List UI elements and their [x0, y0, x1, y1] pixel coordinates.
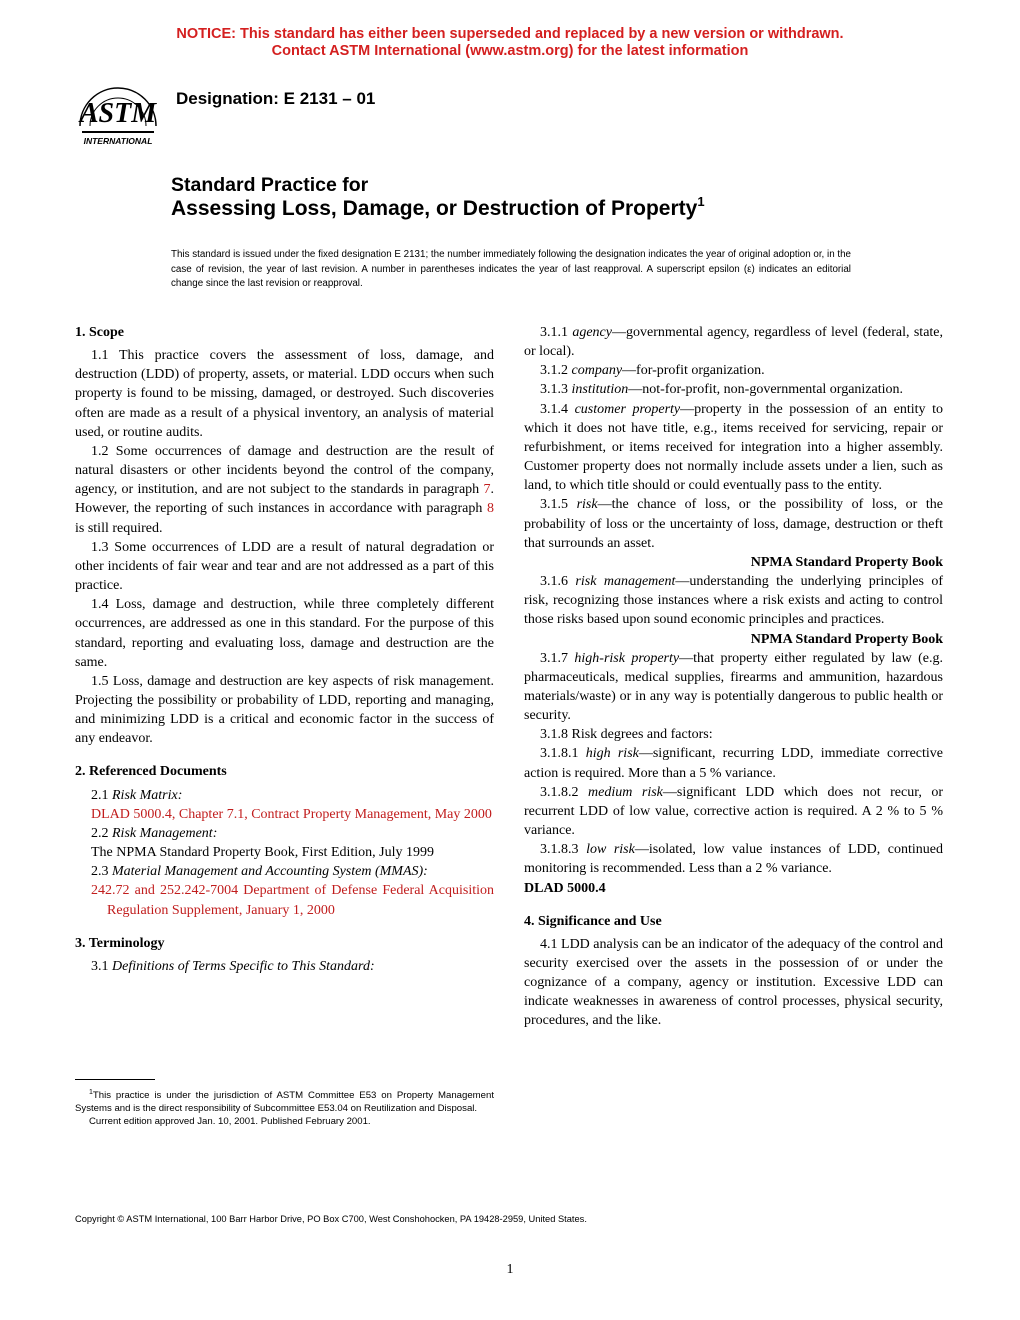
term-3-1-8: 3.1.8 Risk degrees and factors: [540, 727, 713, 743]
footnote-mark: 1 [89, 1089, 93, 1096]
footnote-rule [75, 1079, 155, 1080]
issued-note: This standard is issued under the fixed designation E 2131; the number immediately following the designation indicates the year of original adoption or, in the case of revision, the year of last revision. A number in parentheses indicates the year of last reapproval. A superscript epsilon (ε) indicates an editorial change since the last revision or reapproval. [171, 249, 851, 289]
title-line-1: Standard Practice for [171, 174, 369, 196]
npma-reference: The NPMA Standard Property Book, First Edition, July 1999 [91, 845, 434, 861]
ref-2-3: 2.3 Material Management and Accounting System (MMAS): [91, 864, 428, 880]
notice-line-2: Contact ASTM International (www.astm.org) for the latest information [271, 43, 749, 59]
term-3-1: 3.1 Definitions of Terms Specific to This Standard: [91, 958, 375, 974]
refdocs-heading: 2. Referenced Documents [75, 764, 227, 780]
title-text: Assessing Loss, Damage, or Destruction of Property [171, 197, 698, 220]
footnote-1: $^1$This practice is under the jurisdiction of ASTM Committee E53 on Property Management Systems and is the direct responsibility of Subcommittee E53.04 on Reutilization and Disposal. [75, 1089, 494, 1115]
astm-logo [76, 76, 160, 148]
term-3-1-7: 3.1.7 high-risk property—that property either regulated by law (e.g. pharmaceuticals, medical supplies, firearms and ammunition, hazardous materials/waste) or in any way is potentially dangerous to public health or security. [524, 650, 944, 724]
copyright-line: Copyright © ASTM International, 100 Barr Harbor Drive, PO Box C700, West Conshohocken, PA 19428-2959, United States. [75, 1214, 587, 1224]
scope-1-4: 1.4 Loss, damage and destruction, while three completely different occurrences, are addressed as one in this standard. For the purpose of this standard, reporting and evaluating loss, damage and destruction are the same. [75, 597, 494, 670]
terminology-heading: 3. Terminology [75, 935, 165, 951]
term-3-1-8-3: 3.1.8.3 low risk—isolated, low value instances of LDD, continued monitoring is recommended. Less than a 2 % variance. [524, 842, 944, 877]
title-footnote-mark[interactable]: 1 [697, 194, 705, 209]
right-column [524, 323, 943, 1031]
page-number: 1 [506, 1262, 514, 1277]
term-3-1-6: 3.1.6 risk management—understanding the underlying principles of risk, recognizing those instances where a risk exists and acting to control those risks based upon sound economic principles and practices. [524, 574, 944, 628]
term-3-1-8-1: 3.1.8.1 high risk—significant, recurring LDD, immediate corrective action is required. More than a 5 % variance. [524, 746, 943, 781]
left-column [75, 323, 494, 976]
source-dlad: DLAD 5000.4 [524, 880, 606, 896]
significance-4-1: 4.1 LDD analysis can be an indicator of the adequacy of the control and security exercised over the assets in the possession of or under the cognizance of a company, agency or institution. Excessive LDD can indicate weaknesses in awareness of control processes, physical security, procedures, and the like. [524, 936, 943, 1029]
scope-1-3: 1.3 Some occurrences of LDD are a result of natural degradation or other incidents of fair wear and tear and are not addressed as a part of this practice. [75, 539, 494, 594]
logo-text: ASTM [79, 98, 157, 129]
footnote [75, 1086, 494, 1128]
term-3-1-4: 3.1.4 customer property—property in the possession of an entity to which it does not have title, e.g., items received for servicing, repair or refurbishment, or items received for integration into a higher assembly. Customer property does not normally include assets under a lien, such as land, to which title should or could eventually pass to the entity. [524, 401, 943, 494]
paragraph-8-link[interactable]: 8 [487, 501, 494, 517]
dlad-reference-link[interactable]: DLAD 5000.4, Chapter 7.1, Contract Property Management, May 2000 [91, 806, 492, 822]
dfars-reference-link[interactable]: 242.72 and 252.242-7004 Department of Defense Federal Acquisition Regulation Supplement, January 1, 2000 [91, 883, 494, 918]
term-3-1-1: 3.1.1 agency—governmental agency, regardless of level (federal, state, or local). [524, 325, 944, 360]
scope-heading: 1. Scope [75, 325, 124, 340]
scope-1-5: 1.5 Loss, damage and destruction are key aspects of risk management. Projecting the possibility or probability of LDD, reporting and managing, and minimizing LDD is a critical and economic factor in the success of any endeavor. [75, 673, 494, 747]
scope-1-1: 1.1 This practice covers the assessment of loss, damage, and destruction (LDD) of property, assets, or material. LDD occurs when such property is found to be missing, damaged, or destroyed. Such discoveries often are made as a result of a physical inventory, an analysis of material used, or routine audits. [75, 348, 494, 440]
scope-1-2: 1.2 Some occurrences of damage and destruction are the result of natural disasters or other incidents beyond the control of the company, agency, or institution, and are not subject to the standards in paragraph 7. However, the reporting of such instances in accordance with paragraph 8 is still required. [75, 443, 494, 536]
footnote-edition: Current edition approved Jan. 10, 2001. Published February 2001. [89, 1116, 371, 1128]
term-3-1-8-2: 3.1.8.2 medium risk—significant LDD which does not recur, or recurrent LDD of low value, corrective action is required. A 2 % to 5 % variance. [524, 784, 944, 839]
notice-line-1: NOTICE: This standard has either been superseded and replaced by a new version or withdrawn. [176, 26, 844, 42]
paragraph-7-link[interactable]: 7 [483, 482, 491, 498]
source-npma-1: NPMA Standard Property Book [750, 554, 943, 570]
term-3-1-3: 3.1.3 institution—not-for-profit, non-governmental organization. [540, 382, 904, 398]
term-3-1-2: 3.1.2 company—for-profit organization. [540, 363, 765, 379]
source-npma-2: NPMA Standard Property Book [750, 631, 943, 647]
designation: Designation: E 2131 – 01 [176, 89, 376, 108]
title-line-2 [171, 194, 705, 221]
ref-2-2: 2.2 Risk Management: [91, 825, 218, 841]
term-3-1-5: 3.1.5 risk—the chance of loss, or the possibility of loss, or the probability of loss or the uncertainty of loss, damage, destruction or theft that surrounds an asset. [524, 497, 944, 551]
supersede-notice [0, 26, 1020, 60]
significance-heading: 4. Significance and Use [524, 913, 662, 929]
ref-2-1: 2.1 Risk Matrix: [91, 787, 183, 803]
logo-subtext: INTERNATIONAL [83, 136, 153, 146]
